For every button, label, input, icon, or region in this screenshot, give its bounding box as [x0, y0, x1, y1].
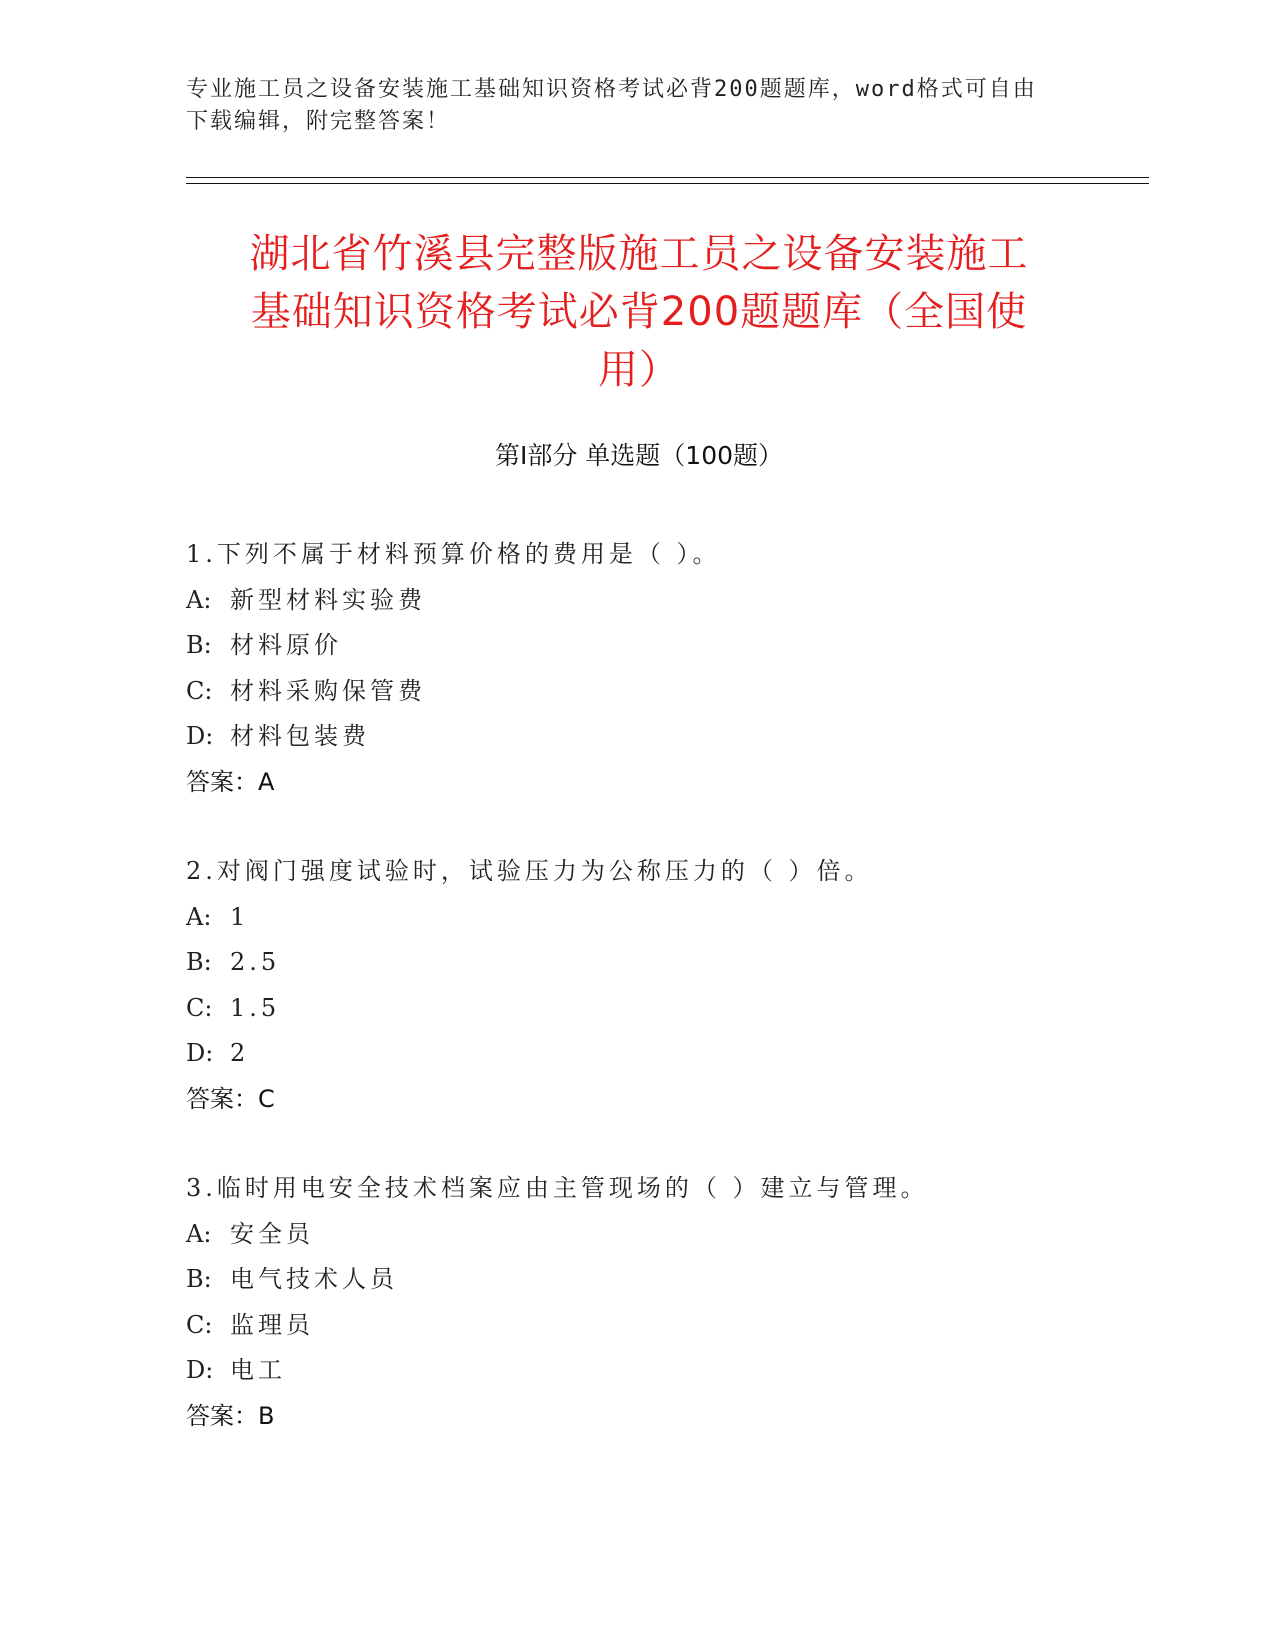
option-key: D: [186, 1039, 214, 1067]
option-key: D: [186, 1356, 214, 1384]
option-key: A: [186, 1219, 212, 1248]
option-key: B: [186, 948, 212, 976]
document-title [186, 225, 1092, 399]
document-header-note [186, 74, 1066, 138]
header-line-2: 下载编辑，附完整答案！ [186, 109, 451, 134]
option-text: 电工 [230, 1356, 286, 1384]
option-text: 2 [230, 1039, 250, 1067]
option-d [186, 1030, 1186, 1076]
question-item [186, 848, 1186, 1121]
option-a [186, 894, 1186, 940]
option-text: 材料包装费 [230, 722, 370, 750]
header-divider-bottom [186, 183, 1149, 184]
option-b [186, 1256, 1186, 1302]
option-key: B: [186, 1265, 212, 1293]
option-key: C: [186, 1310, 213, 1339]
title-line-1: 湖北省竹溪县完整版施工员之设备安装施工 [249, 231, 1029, 277]
option-text: 材料采购保管费 [230, 676, 426, 705]
option-b [186, 939, 1186, 985]
question-stem: 1.下列不属于材料预算价格的费用是（ ）。 [186, 540, 721, 568]
option-key: A: [186, 585, 212, 614]
section-heading: 第Ⅰ部分 单选题（100题） [494, 441, 784, 470]
answer-line: 答案：B [186, 1401, 275, 1430]
option-a [186, 577, 1186, 623]
option-key: C: [186, 993, 213, 1022]
option-text: 1 [230, 902, 250, 931]
option-text: 新型材料实验费 [230, 585, 426, 614]
option-key: C: [186, 676, 213, 705]
option-text: 电气技术人员 [230, 1265, 398, 1293]
question-item [186, 1165, 1186, 1438]
answer-line: 答案：A [186, 767, 275, 796]
header-line-1: 专业施工员之设备安装施工基础知识资格考试必背200题题库，word格式可自由 [186, 77, 1037, 102]
question-list [186, 531, 1186, 1482]
question-stem: 2.对阀门强度试验时，试验压力为公称压力的（ ）倍。 [186, 857, 873, 885]
option-d [186, 713, 1186, 759]
option-a [186, 1211, 1186, 1257]
option-d [186, 1347, 1186, 1393]
title-line-3: 用） [598, 347, 680, 393]
title-line-2: 基础知识资格考试必背200题题库（全国使 [250, 289, 1028, 335]
answer-line: 答案：C [186, 1084, 275, 1113]
question-item [186, 531, 1186, 804]
option-text: 安全员 [230, 1219, 314, 1248]
option-c [186, 1302, 1186, 1348]
option-key: D: [186, 722, 214, 750]
option-text: 监理员 [230, 1310, 314, 1339]
option-c [186, 985, 1186, 1031]
option-text: 2.5 [230, 948, 281, 976]
header-divider-top [186, 177, 1149, 178]
question-stem: 3.临时用电安全技术档案应由主管现场的（ ）建立与管理。 [186, 1174, 929, 1202]
option-key: B: [186, 631, 212, 659]
option-text: 1.5 [230, 993, 281, 1022]
option-text: 材料原价 [230, 631, 342, 659]
option-c [186, 668, 1186, 714]
option-key: A: [186, 902, 212, 931]
option-b [186, 622, 1186, 668]
